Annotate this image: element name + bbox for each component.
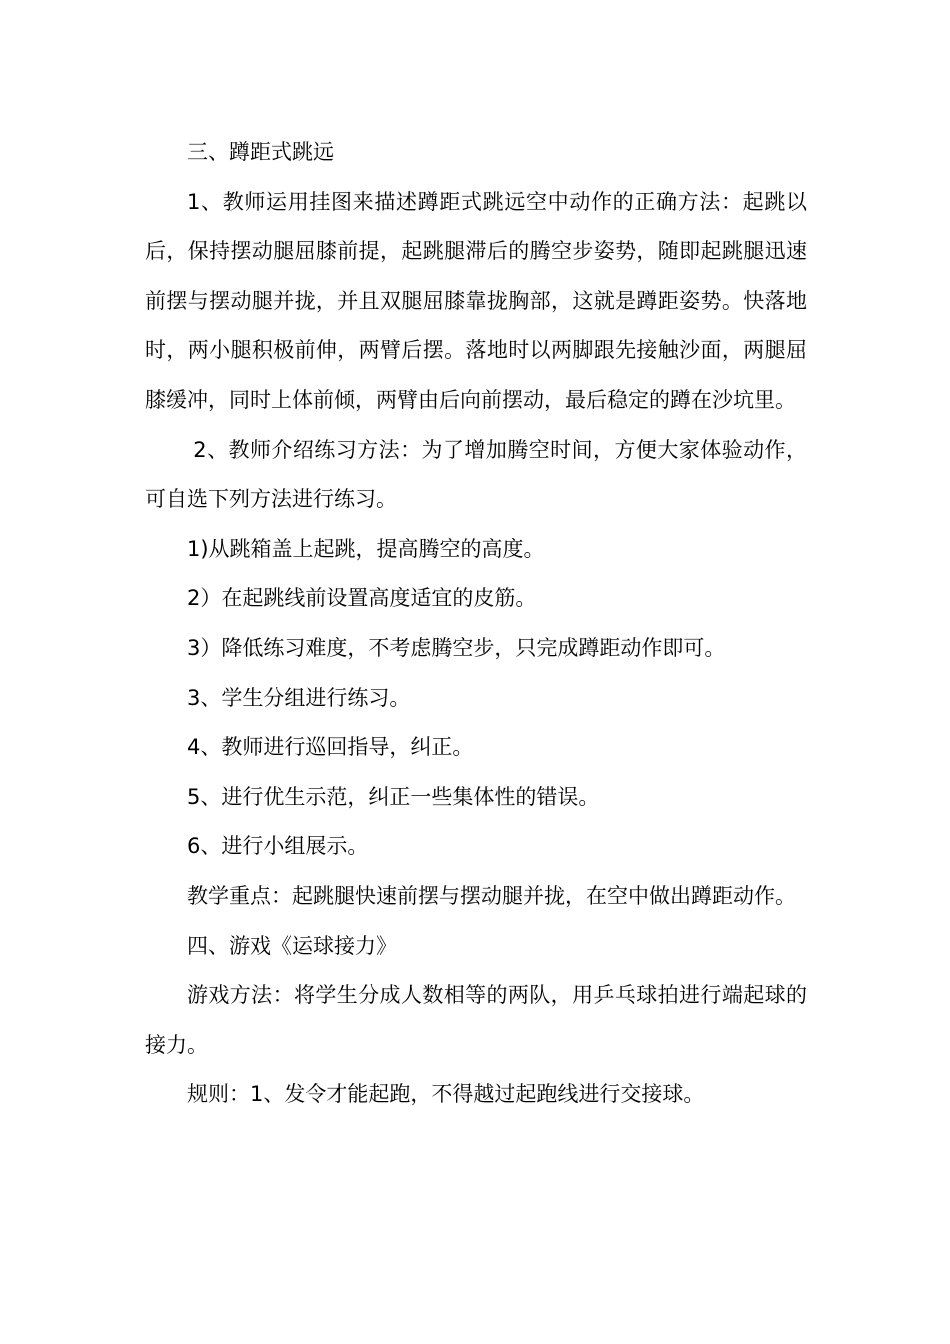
paragraph-step-2: 2、教师介绍练习方法：为了增加腾空时间，方便大家体验动作，可自选下列方法进行练习。: [145, 437, 807, 512]
list-item-method-1: 1)从跳箱盖上起跳，提高腾空的高度。: [187, 536, 545, 561]
document-body: [145, 128, 807, 1120]
list-item-method-3: 3）降低练习难度，不考虑腾空步，只完成蹲距动作即可。: [187, 635, 726, 660]
section-heading-long-jump: 三、蹲距式跳远: [187, 140, 334, 164]
paragraph-step-3: 3、学生分组进行练习。: [187, 685, 411, 710]
section-heading-game: 四、游戏《运球接力》: [187, 933, 397, 958]
paragraph-step-1: 1、教师运用挂图来描述蹲距式跳远空中动作的正确方法：起跳以后，保持摆动腿屈膝前提，起跳腿滞后的腾空步姿势，随即起跳腿迅速前摆与摆动腿并拢，并且双腿屈膝靠拢胸部，这就是蹲距姿势。快落地时，两小腿积极前伸，两臂后摆。落地时以两脚跟先接触沙面，两腿屈膝缓冲，同时上体前倾，两臂由后向前摆动，最后稳定的蹲在沙坑里。: [145, 189, 807, 412]
paragraph-game-rules: 规则：1、发令才能起跑，不得越过起跑线进行交接球。: [187, 1082, 705, 1107]
paragraph-teaching-focus: 教学重点：起跳腿快速前摆与摆动腿并拢，在空中做出蹲距动作。: [187, 883, 796, 908]
paragraph-step-5: 5、进行优生示范，纠正一些集体性的错误。: [187, 784, 600, 809]
paragraph-step-4: 4、教师进行巡回指导，纠正。: [187, 735, 474, 760]
paragraph-game-method: 游戏方法：将学生分成人数相等的两队，用乒乓球拍进行端起球的接力。: [145, 983, 807, 1057]
list-item-method-2: 2）在起跳线前设置高度适宜的皮筋。: [187, 586, 537, 611]
paragraph-step-6: 6、进行小组展示。: [187, 834, 369, 859]
